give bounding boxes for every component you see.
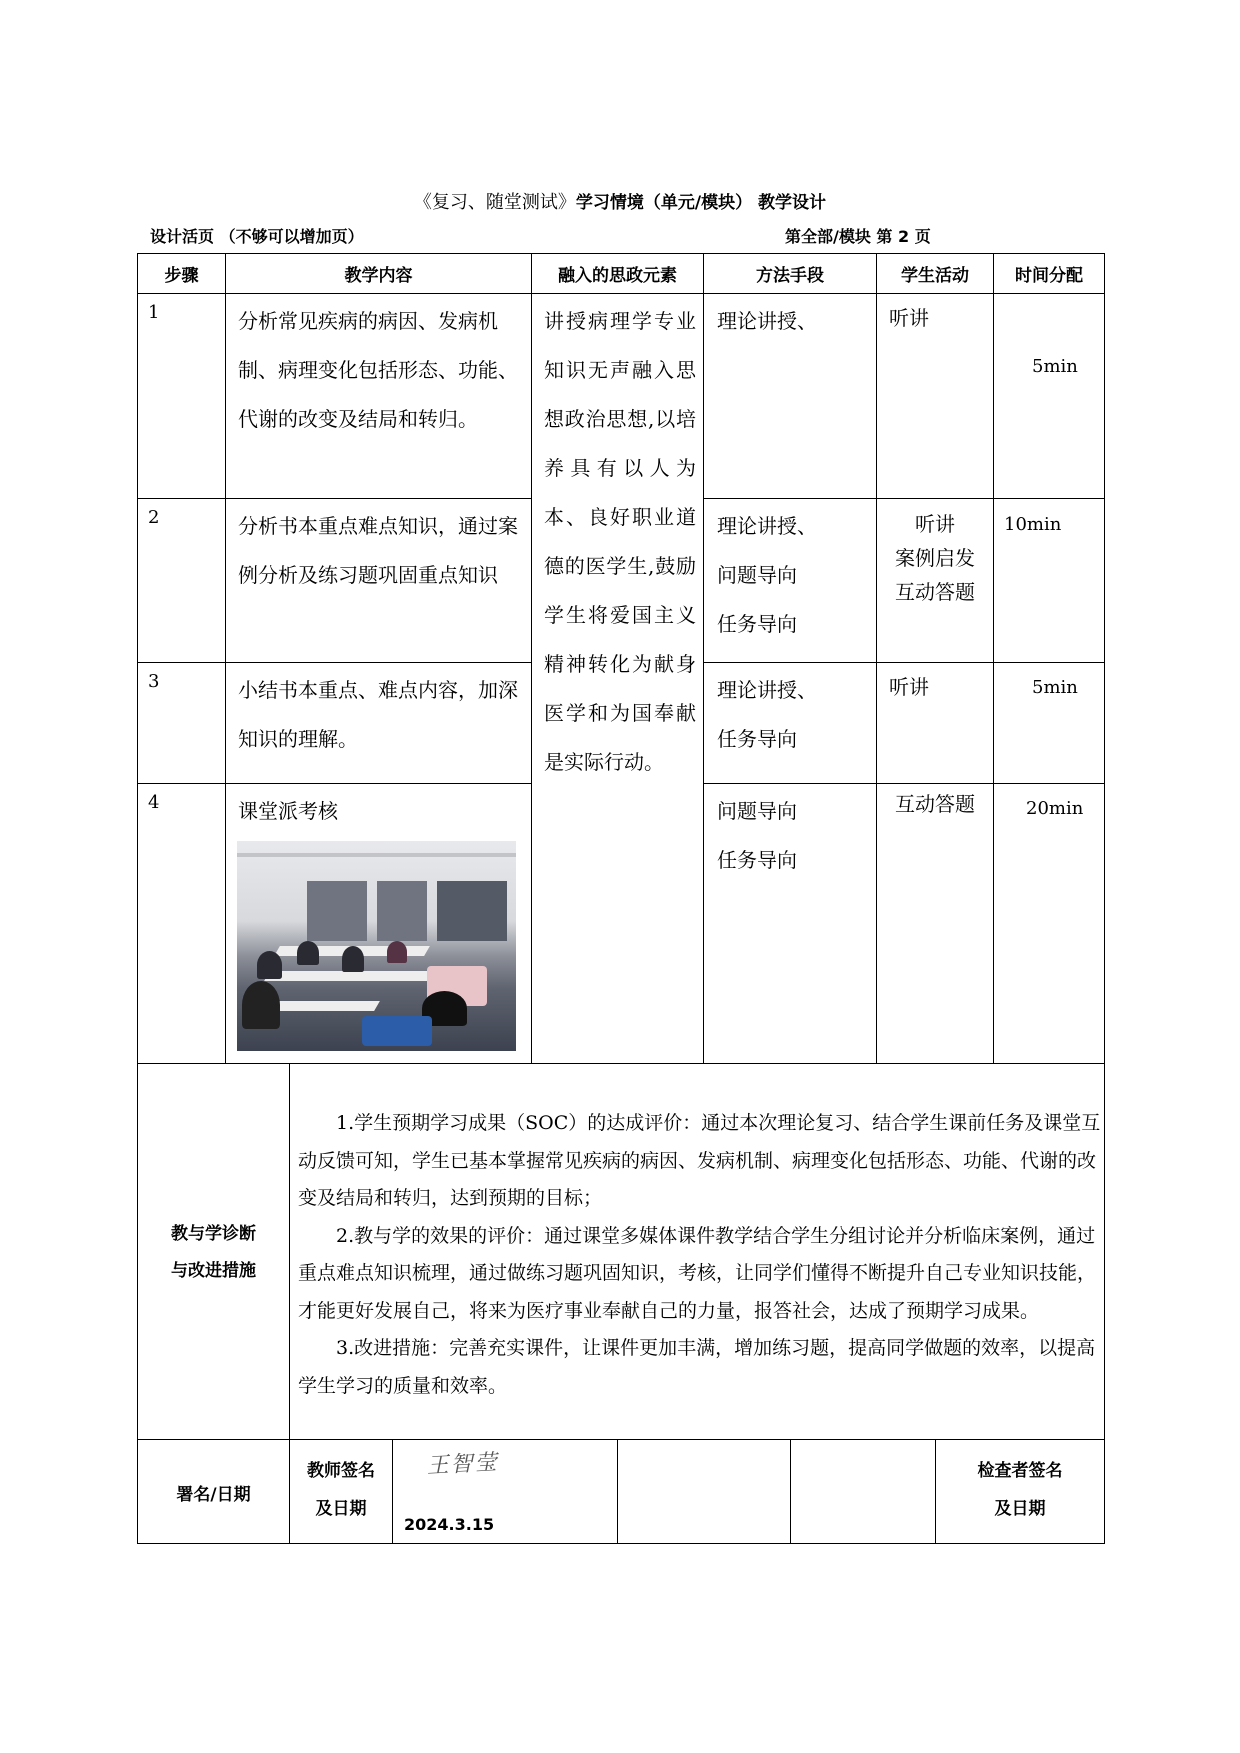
row1-time: 5min [1032,356,1078,377]
row2-time-cell [993,498,1105,663]
signature-label: 署名/日期 [176,1485,251,1505]
row1-method: 理论讲授、 [717,309,817,333]
row1-activity-cell [876,293,994,499]
row1-content: 分析常见疾病的病因、发病机制、病理变化包括形态、功能、代谢的改变及结局和转归。 [238,309,518,431]
checker-label-line2: 及日期 [994,1499,1046,1519]
checker-label-line1: 检查者签名 [977,1461,1063,1481]
col-header-method: 方法手段 [703,253,877,294]
row2-content: 分析书本重点难点知识，通过案例分析及练习题巩固重点知识 [238,514,518,587]
teacher-label-line2: 及日期 [315,1499,367,1519]
row2-step: 2 [137,498,226,663]
row4-time-cell [993,783,1105,1064]
diagnosis-label [138,1216,289,1290]
row2-content-cell [225,498,532,663]
ideology-cell [531,293,704,1064]
row2-method-line2: 问题导向 [717,563,797,587]
row2-activity-line2: 案例启发 [895,546,975,570]
row2-method [717,502,817,649]
col-header-activity: 学生活动 [876,253,994,294]
diagnosis-paragraph-1: 1.学生预期学习成果（SOC）的达成评价：通过本次理论复习、结合学生课前任务及课堂互动反馈可知，学生已基本掌握常见疾病的病因、发病机制、病理变化包括形态、功能、代谢的改变及结局和转归，达到预期的目标； [298,1112,1101,1209]
row4-content: 课堂派考核 [238,799,338,823]
row4-activity: 互动答题 [895,792,975,816]
diagnosis-label-cell [137,1063,290,1440]
row3-time-cell [993,662,1105,784]
row3-activity-cell [876,662,994,784]
row3-method-cell [703,662,877,784]
blank-cell-2 [790,1439,936,1544]
row2-method-cell [703,498,877,663]
row3-activity: 听讲 [889,675,929,699]
diagnosis-label-line1: 教与学诊断 [171,1224,256,1244]
teacher-label [290,1452,392,1528]
row2-method-line1: 理论讲授、 [717,514,817,538]
row3-content-cell [225,662,532,784]
col-header-time: 时间分配 [993,253,1105,294]
row2-activity-line1: 听讲 [915,512,955,536]
teacher-date: 2024.3.15 [404,1515,495,1534]
row2-time: 10min [1004,514,1062,535]
col-header-step: 步骤 [137,253,226,294]
row4-method-line2: 任务导向 [717,848,797,872]
row4-method-line1: 问题导向 [717,799,797,823]
row2-method-line3: 任务导向 [717,612,797,636]
diagnosis-paragraph-3: 3.改进措施：完善充实课件，让课件更加丰满，增加练习题，提高同学做题的效率，以提高学生学习的质量和效率。 [298,1337,1096,1397]
diagnosis-text [298,1105,1104,1405]
title-part1: 《复习、随堂测试》 [413,192,576,213]
row1-step: 1 [137,293,226,499]
row3-method [717,666,817,764]
subheader-left: 设计活页 （不够可以增加页） [150,227,364,246]
row4-step: 4 [137,783,226,1064]
diagnosis-paragraph-2: 2.教与学的效果的评价：通过课堂多媒体课件教学结合学生分组讨论并分析临床案例，通过重点难点知识梳理，通过做练习题巩固知识，考核，让同学们懂得不断提升自己专业知识技能，才能更好发展自己，将来为医疗事业奉献自己的力量，报答社会，达成了预期学习成果。 [298,1224,1097,1322]
row4-time: 20min [1026,798,1084,819]
teacher-label-cell [289,1439,393,1544]
teacher-signature: 王智莹 [426,1450,500,1480]
signature-label-cell [137,1439,290,1544]
col-header-content: 教学内容 [225,253,532,294]
col-header-ideology: 融入的思政元素 [531,253,704,294]
ideology-text: 讲授病理学专业知识无声融入思想政治思想,以培养具有以人为本、良好职业道德的医学生,鼓励学生将爱国主义精神转化为献身医学和为国奉献是实际行动。 [544,309,696,774]
row3-method-line1: 理论讲授、 [717,678,817,702]
row3-content: 小结书本重点、难点内容，加深知识的理解。 [238,678,518,751]
row4-method-cell [703,783,877,1064]
row3-step: 3 [137,662,226,784]
row1-activity: 听讲 [889,306,929,330]
checker-label [936,1452,1104,1528]
row3-time: 5min [1032,677,1078,698]
teacher-label-line1: 教师签名 [307,1461,375,1481]
row1-time-cell [993,293,1105,499]
row4-activity-cell [876,783,994,1064]
document-title [0,188,1240,214]
classroom-photo [237,841,516,1051]
row1-method-cell [703,293,877,499]
blank-cell-1 [617,1439,791,1544]
diagnosis-label-line2: 与改进措施 [171,1261,256,1281]
title-part2: 学习情境（单元/模块） 教学设计 [575,193,827,213]
checker-label-cell [935,1439,1105,1544]
row1-content-cell [225,293,532,499]
subheader-right: 第全部/模块 第 2 页 [785,227,931,246]
row2-activity-cell [876,498,994,663]
row4-method [717,787,797,885]
row2-activity-line3: 互动答题 [895,580,975,604]
row2-activity [877,507,993,609]
row3-method-line2: 任务导向 [717,727,797,751]
